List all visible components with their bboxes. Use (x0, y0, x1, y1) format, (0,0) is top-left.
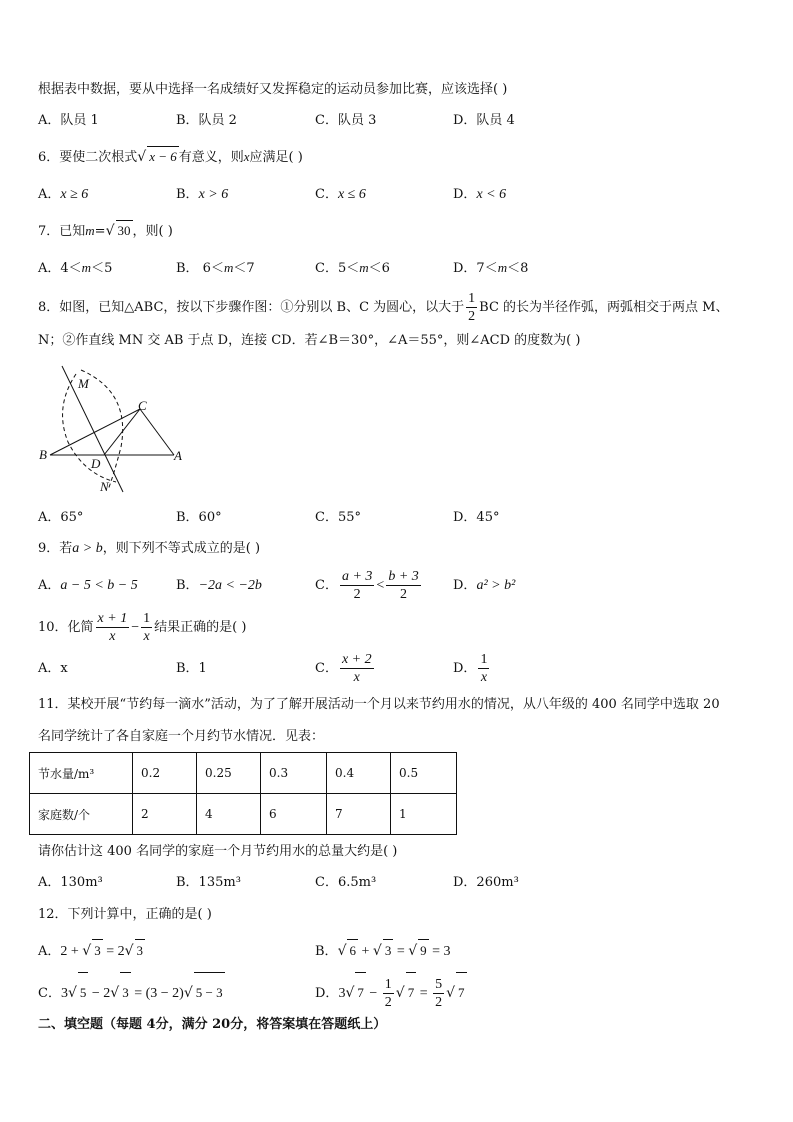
option-b: B．x > 6 (176, 187, 229, 202)
table-cell: 0.4 (327, 753, 391, 794)
table-header-cell: 家庭数/个 (30, 794, 133, 835)
table-cell: 6 (261, 794, 327, 835)
option-a: A．x ≥ 6 (38, 187, 89, 202)
label-c: C (138, 398, 147, 413)
option-d: D．260m³ (453, 875, 519, 890)
option-c: C． $\frac{a + 3}{2}$ < $\frac{b + 3}{2}$ (315, 569, 419, 602)
table-cell: 0.5 (391, 753, 457, 794)
label-n: N (100, 479, 109, 494)
option-a: A．x (38, 661, 68, 676)
option-c: C．55° (315, 510, 361, 525)
arc-left (63, 374, 116, 482)
q8-options (38, 507, 758, 529)
table-cell: 0.2 (133, 753, 197, 794)
option-b: B．60° (176, 510, 222, 525)
table-header-cell: 节水量/m³ (30, 753, 133, 794)
option-d: D．7＜m＜8 (453, 260, 529, 276)
q12-stem: 12．下列计算中，正确的是( ) (38, 907, 212, 922)
option-b: B． 6＜m＜7 (176, 260, 255, 276)
option-c: C．5＜m＜6 (315, 260, 390, 276)
option-b: B．√ 6 + √ 3 = √ 9 = 3 (315, 939, 451, 963)
table-cell: 0.3 (261, 753, 327, 794)
q8-geometry-figure (36, 362, 186, 497)
q7-options (38, 257, 758, 279)
option-c: C．x ≤ 6 (315, 187, 366, 202)
q11-stem-line2: 名同学统计了各自家庭一个月约节水情况．见表： (38, 729, 325, 744)
option-a: A．130m³ (38, 875, 103, 890)
option-c: C．3√ 5 − 2√ 3 = (3 − 2)√ 5 − 3 (38, 972, 225, 1014)
option-d: D．a² > b² (453, 578, 516, 593)
option-d: D． $\frac{1}{x}$ (453, 652, 488, 685)
label-a: A (174, 448, 182, 463)
q5-options (38, 110, 758, 132)
q9-options (38, 566, 758, 606)
option-c: C．队员 3 (315, 113, 377, 128)
option-a: A．2 + √ 3 = 2√ 3 (38, 939, 145, 963)
option-b: B．−2a < −2b (176, 578, 262, 593)
table-cell: 1 (391, 794, 457, 835)
option-a: A．队员 1 (38, 113, 99, 128)
q7-stem: 7．已知m=√ 30 ，则( ) (38, 220, 173, 242)
q10-stem: 10．化简 $\frac{x + 1}{x}$ − $\frac{1}{x}$ 结果正确的是( ) (38, 611, 247, 644)
q6-stem: 6．要使二次根式√ x − 6 有意义，则x应满足( ) (38, 146, 303, 168)
option-c: C．6.5m³ (315, 875, 377, 890)
q6-options (38, 184, 758, 206)
table-row (30, 794, 457, 835)
q8-stem-line2: N；②作直线 MN 交 AB 于点 D，连接 CD．若∠B＝30°，∠A＝55°，则∠ACD 的度数为( ) (38, 333, 581, 348)
label-d: D (91, 456, 101, 471)
label-b: B (39, 447, 47, 462)
q11-stem-line1: 11．某校开展“节约每一滴水”活动，为了了解开展活动一个月以来节约用水的情况，从八年级的 400 名同学中选取 20 (38, 697, 720, 712)
segment-cd (104, 409, 140, 455)
q11-options (38, 872, 758, 894)
option-b: B．135m³ (176, 875, 241, 890)
q12-options-row2 (38, 972, 758, 1012)
line-mn (62, 366, 123, 492)
table-cell: 7 (327, 794, 391, 835)
table-row (30, 753, 457, 794)
option-c: C． $\frac{x + 2}{x}$ (315, 652, 372, 685)
q10-options (38, 650, 758, 688)
option-a: A．65° (38, 510, 84, 525)
option-b: B．队员 2 (176, 113, 237, 128)
option-d: D．队员 4 (453, 113, 515, 128)
fraction: $\frac{1}{2}$ (468, 291, 476, 324)
label-m: M (78, 376, 89, 391)
sqrt-expression: x − 6 (147, 146, 179, 167)
q8-stem-line1: 8．如图，已知△ABC，按以下步骤作图：①分别以 B、C 为圆心，以大于 $\frac{1}{2}$ BC 的长为半径作弧，两弧相交于两点 M、 (38, 291, 729, 324)
option-d: D．3√ 7 − $\frac{1}{2}$ √ 7 = $\frac{5}{2}$ √ 7 (315, 972, 467, 1014)
table-cell: 4 (197, 794, 261, 835)
sqrt-expression: 30 (116, 220, 133, 241)
table-cell: 0.25 (197, 753, 261, 794)
option-a: A．4＜m＜5 (38, 260, 113, 276)
q9-stem: 9．若a > b，则下列不等式成立的是( ) (38, 541, 261, 556)
option-a: A．a − 5 < b − 5 (38, 578, 138, 593)
table-cell: 2 (133, 794, 197, 835)
section-heading: 二、填空题（每题 4分，满分 20分，将答案填在答题纸上） (38, 1017, 387, 1032)
option-b: B．1 (176, 661, 207, 676)
segment-bc (50, 409, 140, 455)
intro-question: 根据表中数据，要从中选择一名成绩好又发挥稳定的运动员参加比赛，应该选择( ) (38, 82, 508, 97)
q11-question: 请你估计这 400 名同学的家庭一个月节约用水的总量大约是( ) (38, 844, 398, 859)
option-d: D．x < 6 (453, 187, 507, 202)
option-d: D．45° (453, 510, 500, 525)
segment-ca (140, 409, 174, 455)
q12-options-row1 (38, 939, 758, 965)
water-saving-table (29, 752, 457, 835)
